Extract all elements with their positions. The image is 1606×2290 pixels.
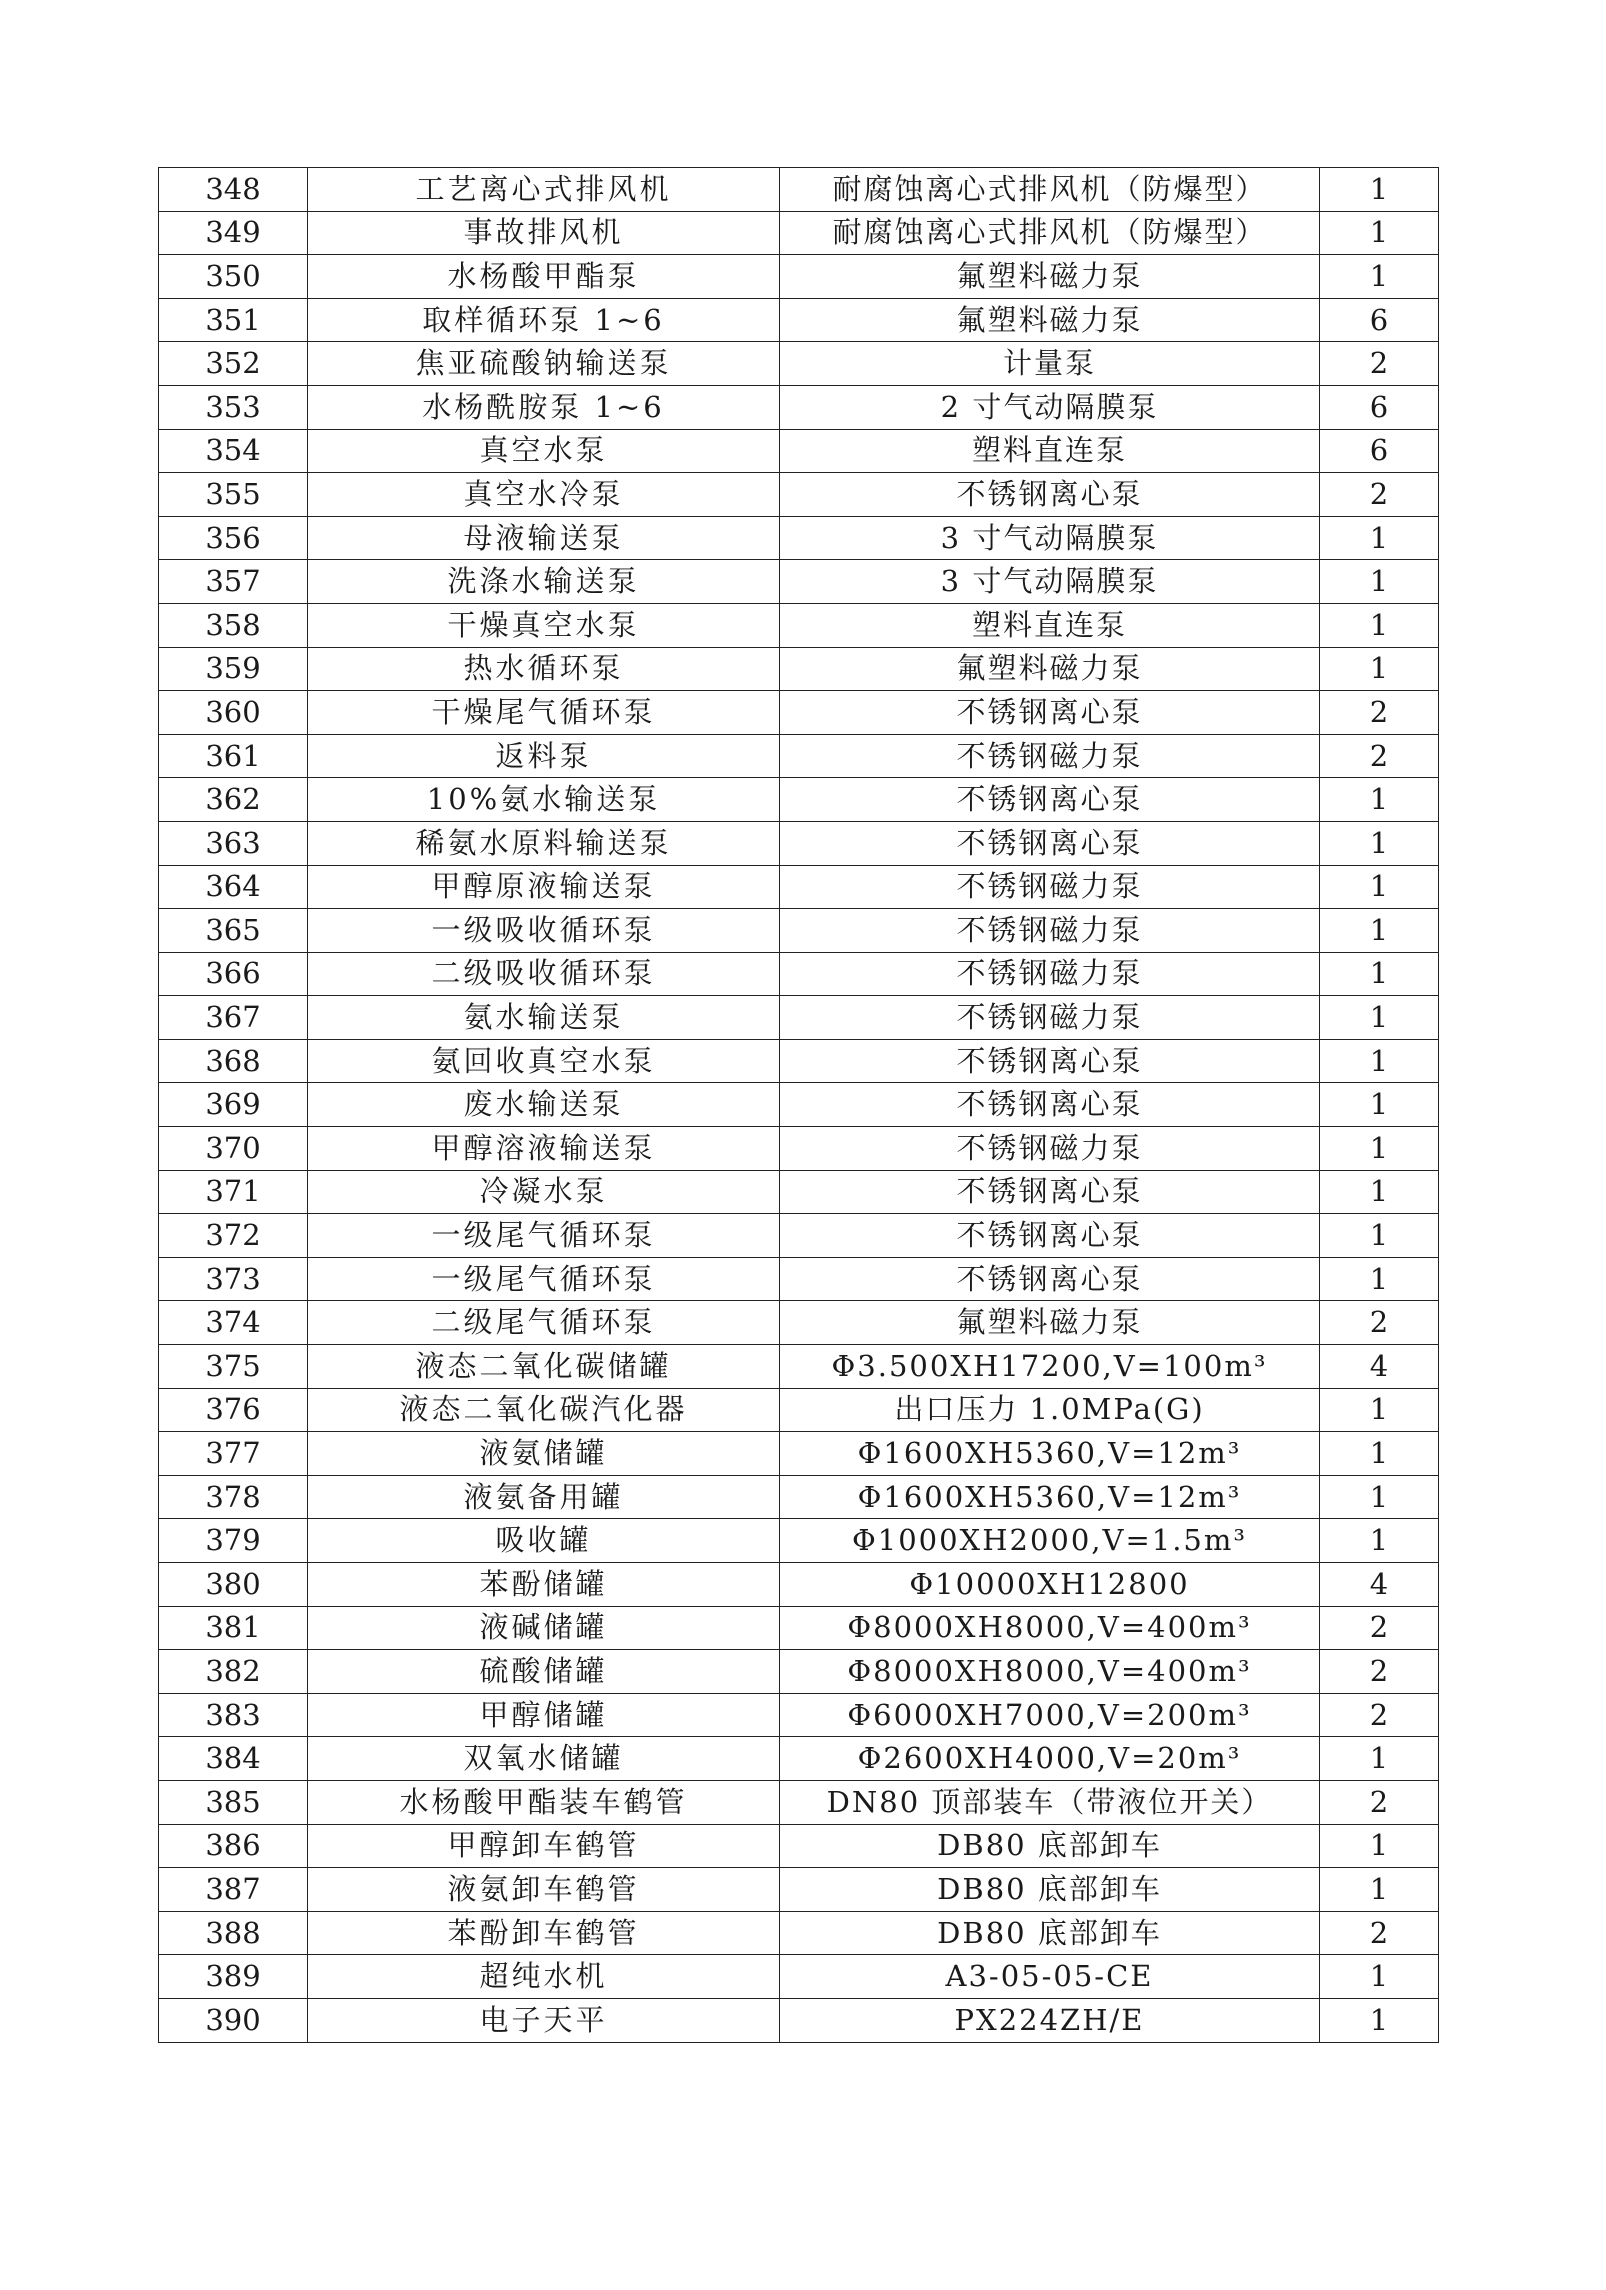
specification-cell: 不锈钢离心泵 (780, 1257, 1320, 1301)
quantity-cell: 2 (1320, 1301, 1439, 1345)
specification-cell: 不锈钢磁力泵 (780, 734, 1320, 778)
table-row (159, 952, 1439, 996)
specification-cell: DB80 底部卸车 (780, 1868, 1320, 1912)
table-row (159, 603, 1439, 647)
row-number-cell: 356 (159, 516, 308, 560)
specification-cell: 不锈钢离心泵 (780, 473, 1320, 517)
specification-cell: Φ1600XH5360,V=12m³ (780, 1475, 1320, 1519)
table-row (159, 1301, 1439, 1345)
table-row (159, 1693, 1439, 1737)
table-row (159, 298, 1439, 342)
quantity-cell: 2 (1320, 473, 1439, 517)
quantity-cell: 1 (1320, 952, 1439, 996)
specification-cell: DB80 底部卸车 (780, 1911, 1320, 1955)
equipment-name-cell: 苯酚卸车鹤管 (308, 1911, 780, 1955)
quantity-cell: 1 (1320, 865, 1439, 909)
row-number-cell: 383 (159, 1693, 308, 1737)
quantity-cell: 1 (1320, 1214, 1439, 1258)
table-row (159, 865, 1439, 909)
specification-cell: 不锈钢离心泵 (780, 1083, 1320, 1127)
row-number-cell: 388 (159, 1911, 308, 1955)
quantity-cell: 1 (1320, 1170, 1439, 1214)
quantity-cell: 1 (1320, 1127, 1439, 1171)
row-number-cell: 373 (159, 1257, 308, 1301)
equipment-name-cell: 液氨储罐 (308, 1432, 780, 1476)
equipment-name-cell: 热水循环泵 (308, 647, 780, 691)
specification-cell: DB80 底部卸车 (780, 1824, 1320, 1868)
table-row (159, 909, 1439, 953)
equipment-name-cell: 干燥真空水泵 (308, 603, 780, 647)
equipment-name-cell: 液态二氧化碳汽化器 (308, 1388, 780, 1432)
specification-cell: 出口压力 1.0MPa(G) (780, 1388, 1320, 1432)
table-row (159, 342, 1439, 386)
row-number-cell: 366 (159, 952, 308, 996)
specification-cell: Φ1600XH5360,V=12m³ (780, 1432, 1320, 1476)
specification-cell: 耐腐蚀离心式排风机（防爆型） (780, 211, 1320, 255)
row-number-cell: 385 (159, 1780, 308, 1824)
equipment-name-cell: 事故排风机 (308, 211, 780, 255)
quantity-cell: 2 (1320, 1780, 1439, 1824)
table-row (159, 1606, 1439, 1650)
specification-cell: PX224ZH/E (780, 1998, 1320, 2042)
quantity-cell: 1 (1320, 821, 1439, 865)
table-body (159, 168, 1439, 2043)
specification-cell: 不锈钢磁力泵 (780, 996, 1320, 1040)
equipment-name-cell: 返料泵 (308, 734, 780, 778)
specification-cell: Φ6000XH7000,V=200m³ (780, 1693, 1320, 1737)
specification-cell: Φ8000XH8000,V=400m³ (780, 1650, 1320, 1694)
specification-cell: 不锈钢离心泵 (780, 691, 1320, 735)
quantity-cell: 2 (1320, 1911, 1439, 1955)
equipment-name-cell: 水杨酸甲酯泵 (308, 255, 780, 299)
quantity-cell: 1 (1320, 211, 1439, 255)
row-number-cell: 354 (159, 429, 308, 473)
row-number-cell: 352 (159, 342, 308, 386)
equipment-name-cell: 一级尾气循环泵 (308, 1257, 780, 1301)
equipment-name-cell: 硫酸储罐 (308, 1650, 780, 1694)
equipment-name-cell: 一级尾气循环泵 (308, 1214, 780, 1258)
specification-cell: 3 寸气动隔膜泵 (780, 516, 1320, 560)
row-number-cell: 375 (159, 1345, 308, 1389)
table-row (159, 1432, 1439, 1476)
quantity-cell: 1 (1320, 1388, 1439, 1432)
table-row (159, 1955, 1439, 1999)
specification-cell: 计量泵 (780, 342, 1320, 386)
quantity-cell: 1 (1320, 1519, 1439, 1563)
table-row (159, 1737, 1439, 1781)
row-number-cell: 378 (159, 1475, 308, 1519)
table-row (159, 1170, 1439, 1214)
equipment-name-cell: 废水输送泵 (308, 1083, 780, 1127)
table-row (159, 1519, 1439, 1563)
table-row (159, 1780, 1439, 1824)
quantity-cell: 2 (1320, 342, 1439, 386)
quantity-cell: 1 (1320, 1737, 1439, 1781)
equipment-table (158, 167, 1439, 2043)
table-row (159, 1214, 1439, 1258)
specification-cell: Φ8000XH8000,V=400m³ (780, 1606, 1320, 1650)
specification-cell: Φ10000XH12800 (780, 1563, 1320, 1607)
row-number-cell: 369 (159, 1083, 308, 1127)
table-row (159, 821, 1439, 865)
table-row (159, 1388, 1439, 1432)
table-row (159, 1911, 1439, 1955)
table-row (159, 734, 1439, 778)
row-number-cell: 384 (159, 1737, 308, 1781)
specification-cell: 耐腐蚀离心式排风机（防爆型） (780, 168, 1320, 212)
specification-cell: 不锈钢磁力泵 (780, 952, 1320, 996)
table-row (159, 691, 1439, 735)
specification-cell: 不锈钢离心泵 (780, 1214, 1320, 1258)
table-row (159, 1650, 1439, 1694)
quantity-cell: 1 (1320, 516, 1439, 560)
row-number-cell: 355 (159, 473, 308, 517)
specification-cell: 氟塑料磁力泵 (780, 647, 1320, 691)
quantity-cell: 6 (1320, 429, 1439, 473)
row-number-cell: 387 (159, 1868, 308, 1912)
row-number-cell: 374 (159, 1301, 308, 1345)
quantity-cell: 1 (1320, 1824, 1439, 1868)
row-number-cell: 381 (159, 1606, 308, 1650)
row-number-cell: 371 (159, 1170, 308, 1214)
row-number-cell: 372 (159, 1214, 308, 1258)
quantity-cell: 1 (1320, 560, 1439, 604)
equipment-name-cell: 液碱储罐 (308, 1606, 780, 1650)
quantity-cell: 2 (1320, 1650, 1439, 1694)
specification-cell: 2 寸气动隔膜泵 (780, 385, 1320, 429)
equipment-name-cell: 二级尾气循环泵 (308, 1301, 780, 1345)
table-row (159, 1039, 1439, 1083)
table-row (159, 1257, 1439, 1301)
equipment-name-cell: 液态二氧化碳储罐 (308, 1345, 780, 1389)
quantity-cell: 1 (1320, 1257, 1439, 1301)
equipment-name-cell: 氨水输送泵 (308, 996, 780, 1040)
table-row (159, 778, 1439, 822)
specification-cell: 塑料直连泵 (780, 429, 1320, 473)
equipment-name-cell: 氨回收真空水泵 (308, 1039, 780, 1083)
specification-cell: 不锈钢离心泵 (780, 778, 1320, 822)
equipment-name-cell: 吸收罐 (308, 1519, 780, 1563)
equipment-name-cell: 甲醇原液输送泵 (308, 865, 780, 909)
specification-cell: A3-05-05-CE (780, 1955, 1320, 1999)
table-row (159, 1998, 1439, 2042)
quantity-cell: 1 (1320, 1432, 1439, 1476)
equipment-name-cell: 液氨卸车鹤管 (308, 1868, 780, 1912)
specification-cell: 不锈钢磁力泵 (780, 1127, 1320, 1171)
quantity-cell: 2 (1320, 691, 1439, 735)
table-row (159, 1083, 1439, 1127)
quantity-cell: 1 (1320, 1955, 1439, 1999)
equipment-name-cell: 冷凝水泵 (308, 1170, 780, 1214)
row-number-cell: 377 (159, 1432, 308, 1476)
quantity-cell: 1 (1320, 1083, 1439, 1127)
specification-cell: Φ3.500XH17200,V=100m³ (780, 1345, 1320, 1389)
table-row (159, 1868, 1439, 1912)
row-number-cell: 350 (159, 255, 308, 299)
row-number-cell: 361 (159, 734, 308, 778)
row-number-cell: 358 (159, 603, 308, 647)
equipment-name-cell: 取样循环泵 1~6 (308, 298, 780, 342)
equipment-name-cell: 双氧水储罐 (308, 1737, 780, 1781)
equipment-name-cell: 电子天平 (308, 1998, 780, 2042)
row-number-cell: 386 (159, 1824, 308, 1868)
row-number-cell: 368 (159, 1039, 308, 1083)
row-number-cell: 365 (159, 909, 308, 953)
specification-cell: 不锈钢离心泵 (780, 1170, 1320, 1214)
quantity-cell: 1 (1320, 1868, 1439, 1912)
row-number-cell: 390 (159, 1998, 308, 2042)
equipment-name-cell: 真空水泵 (308, 429, 780, 473)
quantity-cell: 1 (1320, 603, 1439, 647)
equipment-name-cell: 真空水冷泵 (308, 473, 780, 517)
row-number-cell: 353 (159, 385, 308, 429)
quantity-cell: 1 (1320, 1998, 1439, 2042)
equipment-name-cell: 甲醇溶液输送泵 (308, 1127, 780, 1171)
equipment-name-cell: 甲醇储罐 (308, 1693, 780, 1737)
equipment-name-cell: 水杨酰胺泵 1~6 (308, 385, 780, 429)
row-number-cell: 382 (159, 1650, 308, 1694)
quantity-cell: 1 (1320, 1039, 1439, 1083)
quantity-cell: 1 (1320, 996, 1439, 1040)
specification-cell: 不锈钢离心泵 (780, 1039, 1320, 1083)
equipment-name-cell: 10%氨水输送泵 (308, 778, 780, 822)
table-row (159, 168, 1439, 212)
equipment-name-cell: 二级吸收循环泵 (308, 952, 780, 996)
table-row (159, 255, 1439, 299)
quantity-cell: 2 (1320, 734, 1439, 778)
row-number-cell: 363 (159, 821, 308, 865)
quantity-cell: 6 (1320, 298, 1439, 342)
row-number-cell: 351 (159, 298, 308, 342)
specification-cell: 氟塑料磁力泵 (780, 255, 1320, 299)
table-row (159, 473, 1439, 517)
row-number-cell: 370 (159, 1127, 308, 1171)
equipment-name-cell: 母液输送泵 (308, 516, 780, 560)
table-row (159, 1475, 1439, 1519)
table-row (159, 996, 1439, 1040)
quantity-cell: 1 (1320, 255, 1439, 299)
quantity-cell: 1 (1320, 168, 1439, 212)
row-number-cell: 359 (159, 647, 308, 691)
table-row (159, 1345, 1439, 1389)
quantity-cell: 1 (1320, 647, 1439, 691)
row-number-cell: 362 (159, 778, 308, 822)
row-number-cell: 357 (159, 560, 308, 604)
quantity-cell: 2 (1320, 1606, 1439, 1650)
row-number-cell: 376 (159, 1388, 308, 1432)
row-number-cell: 364 (159, 865, 308, 909)
quantity-cell: 1 (1320, 909, 1439, 953)
table-row (159, 211, 1439, 255)
row-number-cell: 360 (159, 691, 308, 735)
quantity-cell: 1 (1320, 1475, 1439, 1519)
equipment-name-cell: 超纯水机 (308, 1955, 780, 1999)
quantity-cell: 4 (1320, 1345, 1439, 1389)
equipment-name-cell: 水杨酸甲酯装车鹤管 (308, 1780, 780, 1824)
specification-cell: 不锈钢磁力泵 (780, 865, 1320, 909)
row-number-cell: 389 (159, 1955, 308, 1999)
table-row (159, 429, 1439, 473)
specification-cell: 氟塑料磁力泵 (780, 1301, 1320, 1345)
equipment-name-cell: 工艺离心式排风机 (308, 168, 780, 212)
specification-cell: 氟塑料磁力泵 (780, 298, 1320, 342)
equipment-name-cell: 一级吸收循环泵 (308, 909, 780, 953)
row-number-cell: 348 (159, 168, 308, 212)
quantity-cell: 6 (1320, 385, 1439, 429)
row-number-cell: 379 (159, 1519, 308, 1563)
table-row (159, 560, 1439, 604)
specification-cell: Φ2600XH4000,V=20m³ (780, 1737, 1320, 1781)
row-number-cell: 349 (159, 211, 308, 255)
table-row (159, 1563, 1439, 1607)
equipment-name-cell: 干燥尾气循环泵 (308, 691, 780, 735)
table-row (159, 385, 1439, 429)
specification-cell: 塑料直连泵 (780, 603, 1320, 647)
quantity-cell: 2 (1320, 1693, 1439, 1737)
table-row (159, 1824, 1439, 1868)
equipment-name-cell: 甲醇卸车鹤管 (308, 1824, 780, 1868)
equipment-name-cell: 焦亚硫酸钠输送泵 (308, 342, 780, 386)
quantity-cell: 4 (1320, 1563, 1439, 1607)
quantity-cell: 1 (1320, 778, 1439, 822)
specification-cell: 3 寸气动隔膜泵 (780, 560, 1320, 604)
row-number-cell: 367 (159, 996, 308, 1040)
row-number-cell: 380 (159, 1563, 308, 1607)
specification-cell: DN80 顶部装车（带液位开关） (780, 1780, 1320, 1824)
equipment-name-cell: 苯酚储罐 (308, 1563, 780, 1607)
specification-cell: 不锈钢离心泵 (780, 821, 1320, 865)
table-row (159, 516, 1439, 560)
equipment-name-cell: 稀氨水原料输送泵 (308, 821, 780, 865)
table-row (159, 1127, 1439, 1171)
table-row (159, 647, 1439, 691)
equipment-name-cell: 液氨备用罐 (308, 1475, 780, 1519)
specification-cell: 不锈钢磁力泵 (780, 909, 1320, 953)
equipment-name-cell: 洗涤水输送泵 (308, 560, 780, 604)
specification-cell: Φ1000XH2000,V=1.5m³ (780, 1519, 1320, 1563)
